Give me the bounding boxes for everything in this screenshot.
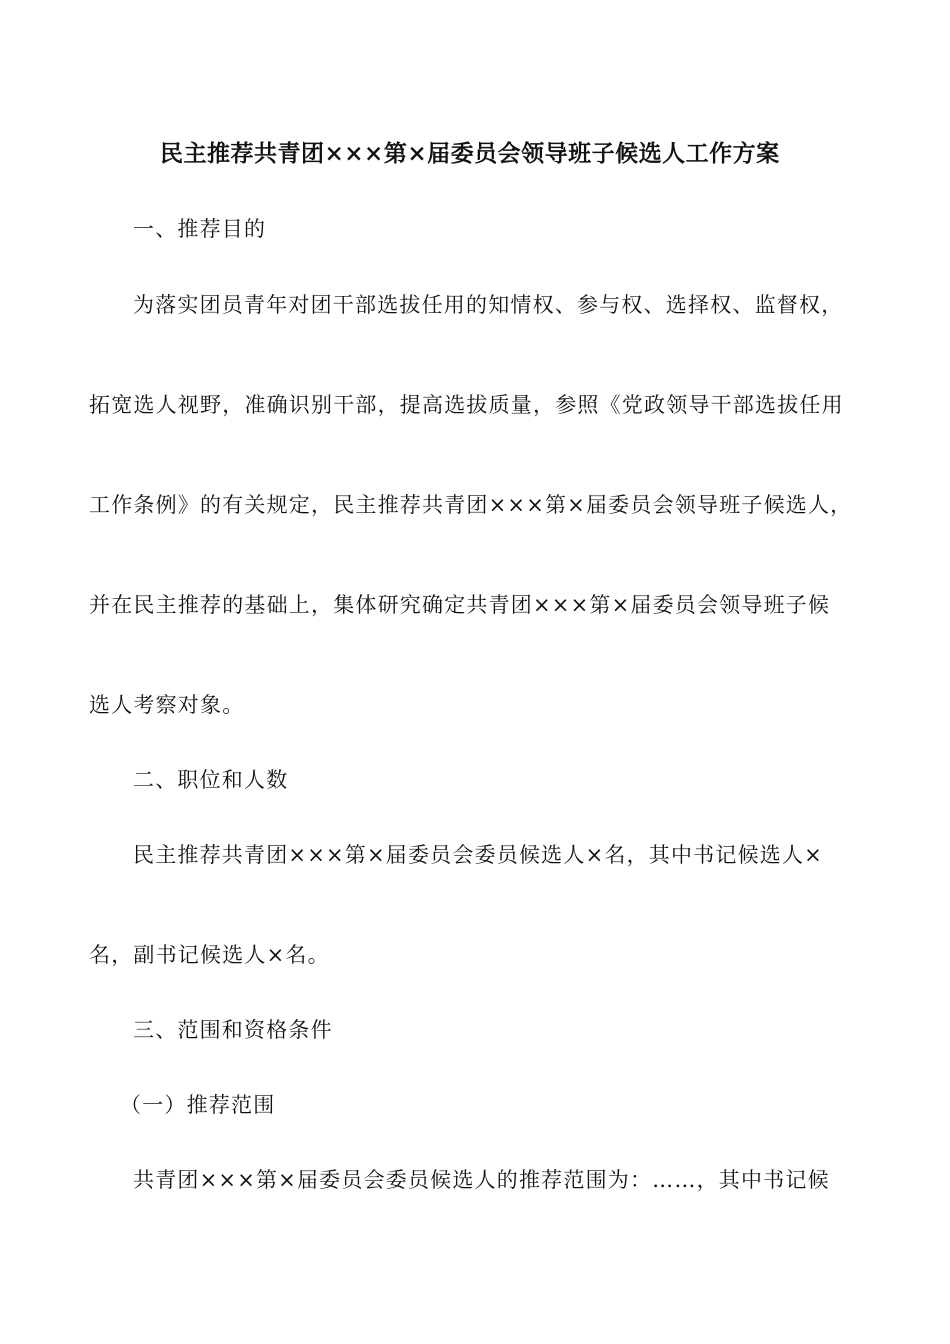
- section-heading-scope: 三、范围和资格条件: [133, 1018, 333, 1042]
- paragraph-line: 为落实团员青年对团干部选拔任用的知情权、参与权、选择权、监督权，: [133, 293, 844, 317]
- paragraph-line: 选人考察对象。: [89, 693, 245, 717]
- document-title: 民主推荐共青团×××第×届委员会领导班子候选人工作方案: [160, 140, 780, 167]
- section-heading-positions: 二、职位和人数: [133, 768, 289, 792]
- paragraph-line: 名，副书记候选人×名。: [89, 943, 330, 967]
- paragraph-line: 并在民主推荐的基础上，集体研究确定共青团×××第×届委员会领导班子候: [89, 593, 831, 617]
- subsection-heading: （一）推荐范围: [120, 1093, 276, 1117]
- paragraph-line: 共青团×××第×届委员会委员候选人的推荐范围为：……，其中书记候: [133, 1168, 830, 1192]
- paragraph-line: 拓宽选人视野，准确识别干部，提高选拔质量，参照《党政领导干部选拔任用: [89, 393, 844, 417]
- section-heading-purpose: 一、推荐目的: [133, 217, 267, 241]
- paragraph-line: 工作条例》的有关规定，民主推荐共青团×××第×届委员会领导班子候选人，: [89, 493, 853, 517]
- paragraph-line: 民主推荐共青团×××第×届委员会委员候选人×名，其中书记候选人×: [133, 843, 823, 867]
